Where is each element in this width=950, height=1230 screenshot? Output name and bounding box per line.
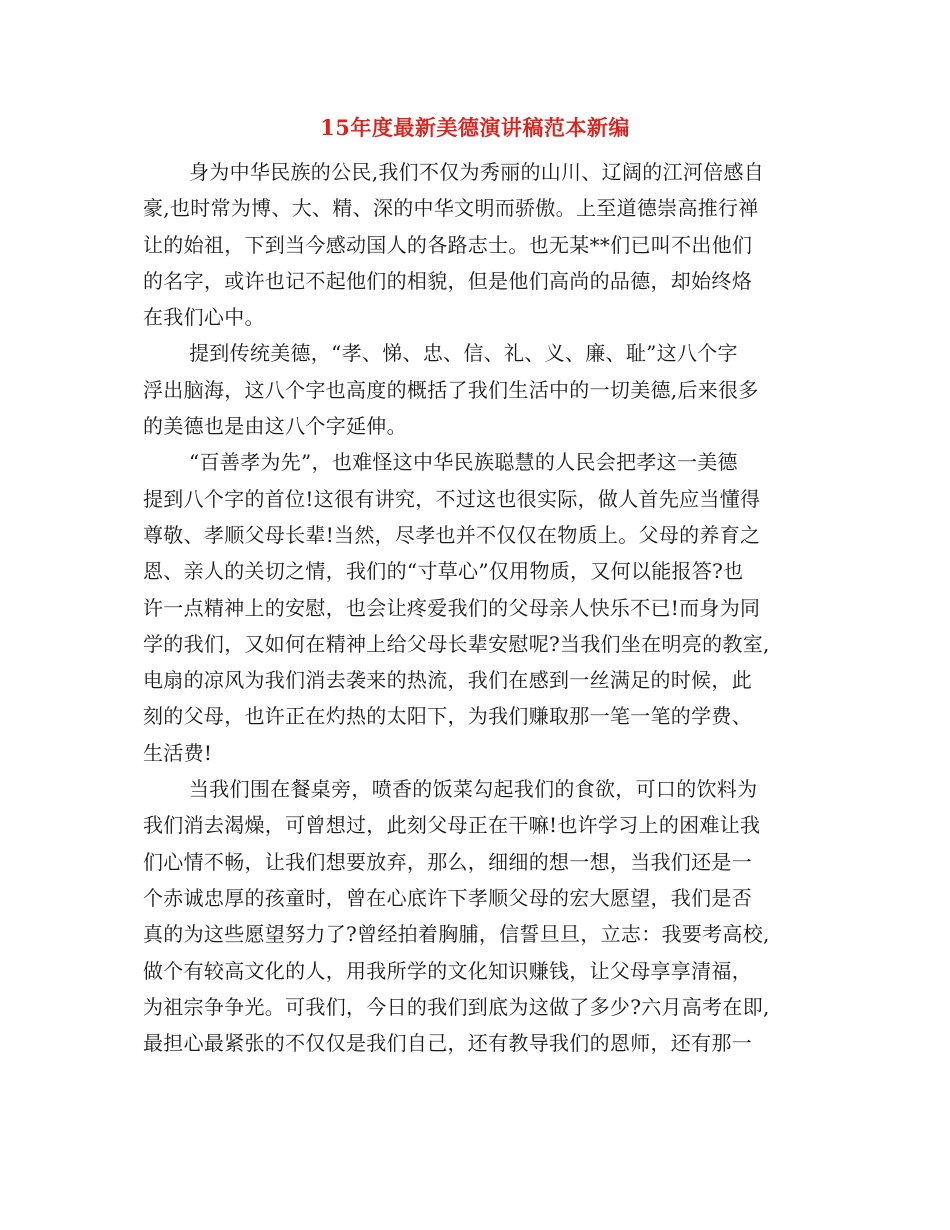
text-line: 学的我们，又如何在精神上给父母长辈安慰呢?当我们坐在明亮的教室, [143,631,770,656]
text-line: 为祖宗争争光。可我们，今日的我们到底为这做了多少?六月高考在即, [143,994,770,1019]
text-line: 个赤诚忠厚的孩童时，曾在心底许下孝顺父母的宏大愿望，我们是否 [143,885,752,910]
text-line: “百善孝为先”，也难怪这中华民族聪慧的人民会把孝这一美德 [189,450,738,475]
text-line: 的名字，或许也记不起他们的相貌，但是他们高尚的品德，却始终烙 [143,268,752,293]
text-line: 恩、亲人的关切之情，我们的“寸草心”仅用物质，又何以能报答?也 [143,559,744,584]
text-line: 真的为这些愿望努力了?曾经拍着胸脯，信誓旦旦，立志：我要考高校, [143,922,770,947]
text-line: 许一点精神上的安慰，也会让疼爱我们的父母亲人快乐不已!而身为同 [143,595,761,620]
text-line: 提到八个字的首位!这很有讲究，不过这也很实际，做人首先应当懂得 [143,486,761,511]
text-line: 电扇的凉风为我们消去袭来的热流，我们在感到一丝满足的时候，此 [143,668,752,693]
text-line: 尊敬、孝顺父母长辈!当然，尽孝也并不仅仅在物质上。父母的养育之 [143,522,761,547]
document-body [143,154,815,1061]
text-line: 生活费! [143,740,213,765]
text-line: 做个有较高文化的人，用我所学的文化知识赚钱，让父母享享清福， [143,958,752,983]
text-line: 最担心最紧张的不仅仅是我们自己，还有教导我们的恩师，还有那一 [143,1031,752,1056]
document-title: 15年度最新美德演讲稿范本新编 [320,115,630,140]
text-line: 在我们心中。 [143,305,265,330]
text-line: 让的始祖，下到当今感动国人的各路志士。也无某**们已叫不出他们 [143,232,753,257]
text-line: 豪,也时常为博、大、精、深的中华文明而骄傲。上至道德崇高推行禅 [143,196,759,221]
text-line: 们心情不畅，让我们想要放弃，那么，细细的想一想，当我们还是一 [143,849,752,874]
text-line: 身为中华民族的公民,我们不仅为秀丽的山川、辽阔的江河倍感自 [189,160,765,184]
text-line: 提到传统美德，“孝、悌、忠、信、礼、义、廉、耻”这八个字 [189,341,738,366]
text-line: 浮出脑海，这八个字也高度的概括了我们生活中的一切美德,后来很多 [143,377,759,402]
text-line: 的美德也是由这八个字延伸。 [143,414,407,439]
text-line: 当我们围在餐桌旁，喷香的饭菜勾起我们的食欲，可口的饮料为 [189,777,758,802]
text-line: 刻的父母，也许正在灼热的太阳下，为我们赚取那一笔一笔的学费、 [143,704,752,729]
text-line: 我们消去渴燥，可曾想过，此刻父母正在干嘛!也许学习上的困难让我 [143,813,761,838]
